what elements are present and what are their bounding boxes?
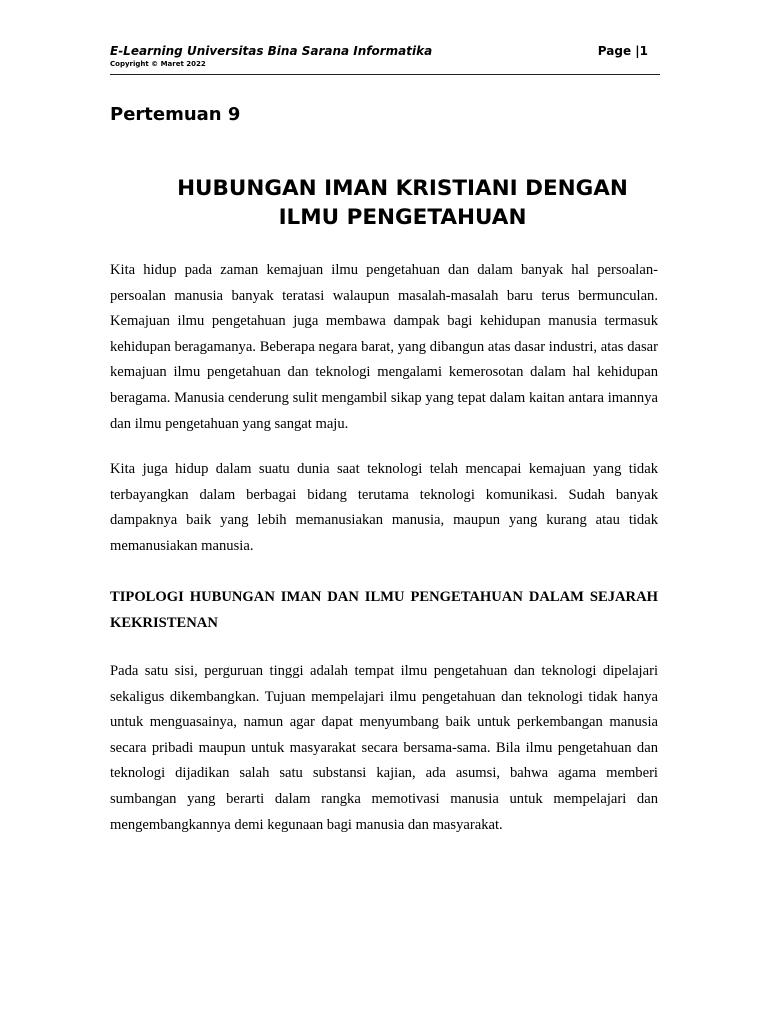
chapter-title-line-1: HUBUNGAN IMAN KRISTIANI DENGAN <box>177 176 628 201</box>
paragraph-1: Kita hidup pada zaman kemajuan ilmu pengetahuan dan dalam banyak hal persoalan-persoalan manusia banyak teratasi walaupun masalah-masalah baru terus bermunculan. Kemajuan ilmu pengetahuan juga membawa dampak bagi kehidupan manusia termasuk kehidupan beragamanya. Beberapa negara barat, yang dibangun atas dasar industri, atas dasar kemajuan ilmu pengetahuan dan teknologi mengalami kemerosotan dalam hal kehidupan beragama. Manusia cenderung sulit mengambil sikap yang tepat dalam kaitan antara imannya dan ilmu pengetahuan yang sangat maju. <box>110 262 658 432</box>
meeting-heading: Pertemuan 9 <box>110 104 241 125</box>
page-number: Page |1 <box>597 44 648 58</box>
section-heading: TIPOLOGI HUBUNGAN IMAN DAN ILMU PENGETAHUAN DALAM SEJARAH KEKRISTENAN <box>110 589 658 631</box>
header-copyright: Copyright © Maret 2022 <box>110 60 206 68</box>
paragraph-2: Kita juga hidup dalam suatu dunia saat teknologi telah mencapai kemajuan yang tidak terbayangkan dalam berbagai bidang terutama teknologi komunikasi. Sudah banyak dampaknya baik yang lebih memanusiakan manusia, maupun yang kurang atau tidak memanusiakan manusia. <box>110 461 658 554</box>
paragraph-3: Pada satu sisi, perguruan tinggi adalah tempat ilmu pengetahuan dan teknologi dipelajari sekaligus dikembangkan. Tujuan mempelajari ilmu pengetahuan dan teknologi tidak hanya untuk menguasainya, namun agar dapat menyumbang baik untuk perkembangan manusia secara pribadi maupun untuk masyarakat secara bersama-sama. Bila ilmu pengetahuan dan teknologi dijadikan salah satu substansi kajian, ada asumsi, bahwa agama memberi sumbangan yang berarti dalam rangka memotivasi manusia untuk mempelajari dan mengembangkannya demi kegunaan bagi manusia dan masyarakat. <box>110 663 658 833</box>
header-title: E-Learning Universitas Bina Sarana Informatika <box>110 44 433 58</box>
chapter-title <box>110 174 695 232</box>
page-header <box>110 44 660 75</box>
chapter-title-line-2: ILMU PENGETAHUAN <box>278 205 527 230</box>
